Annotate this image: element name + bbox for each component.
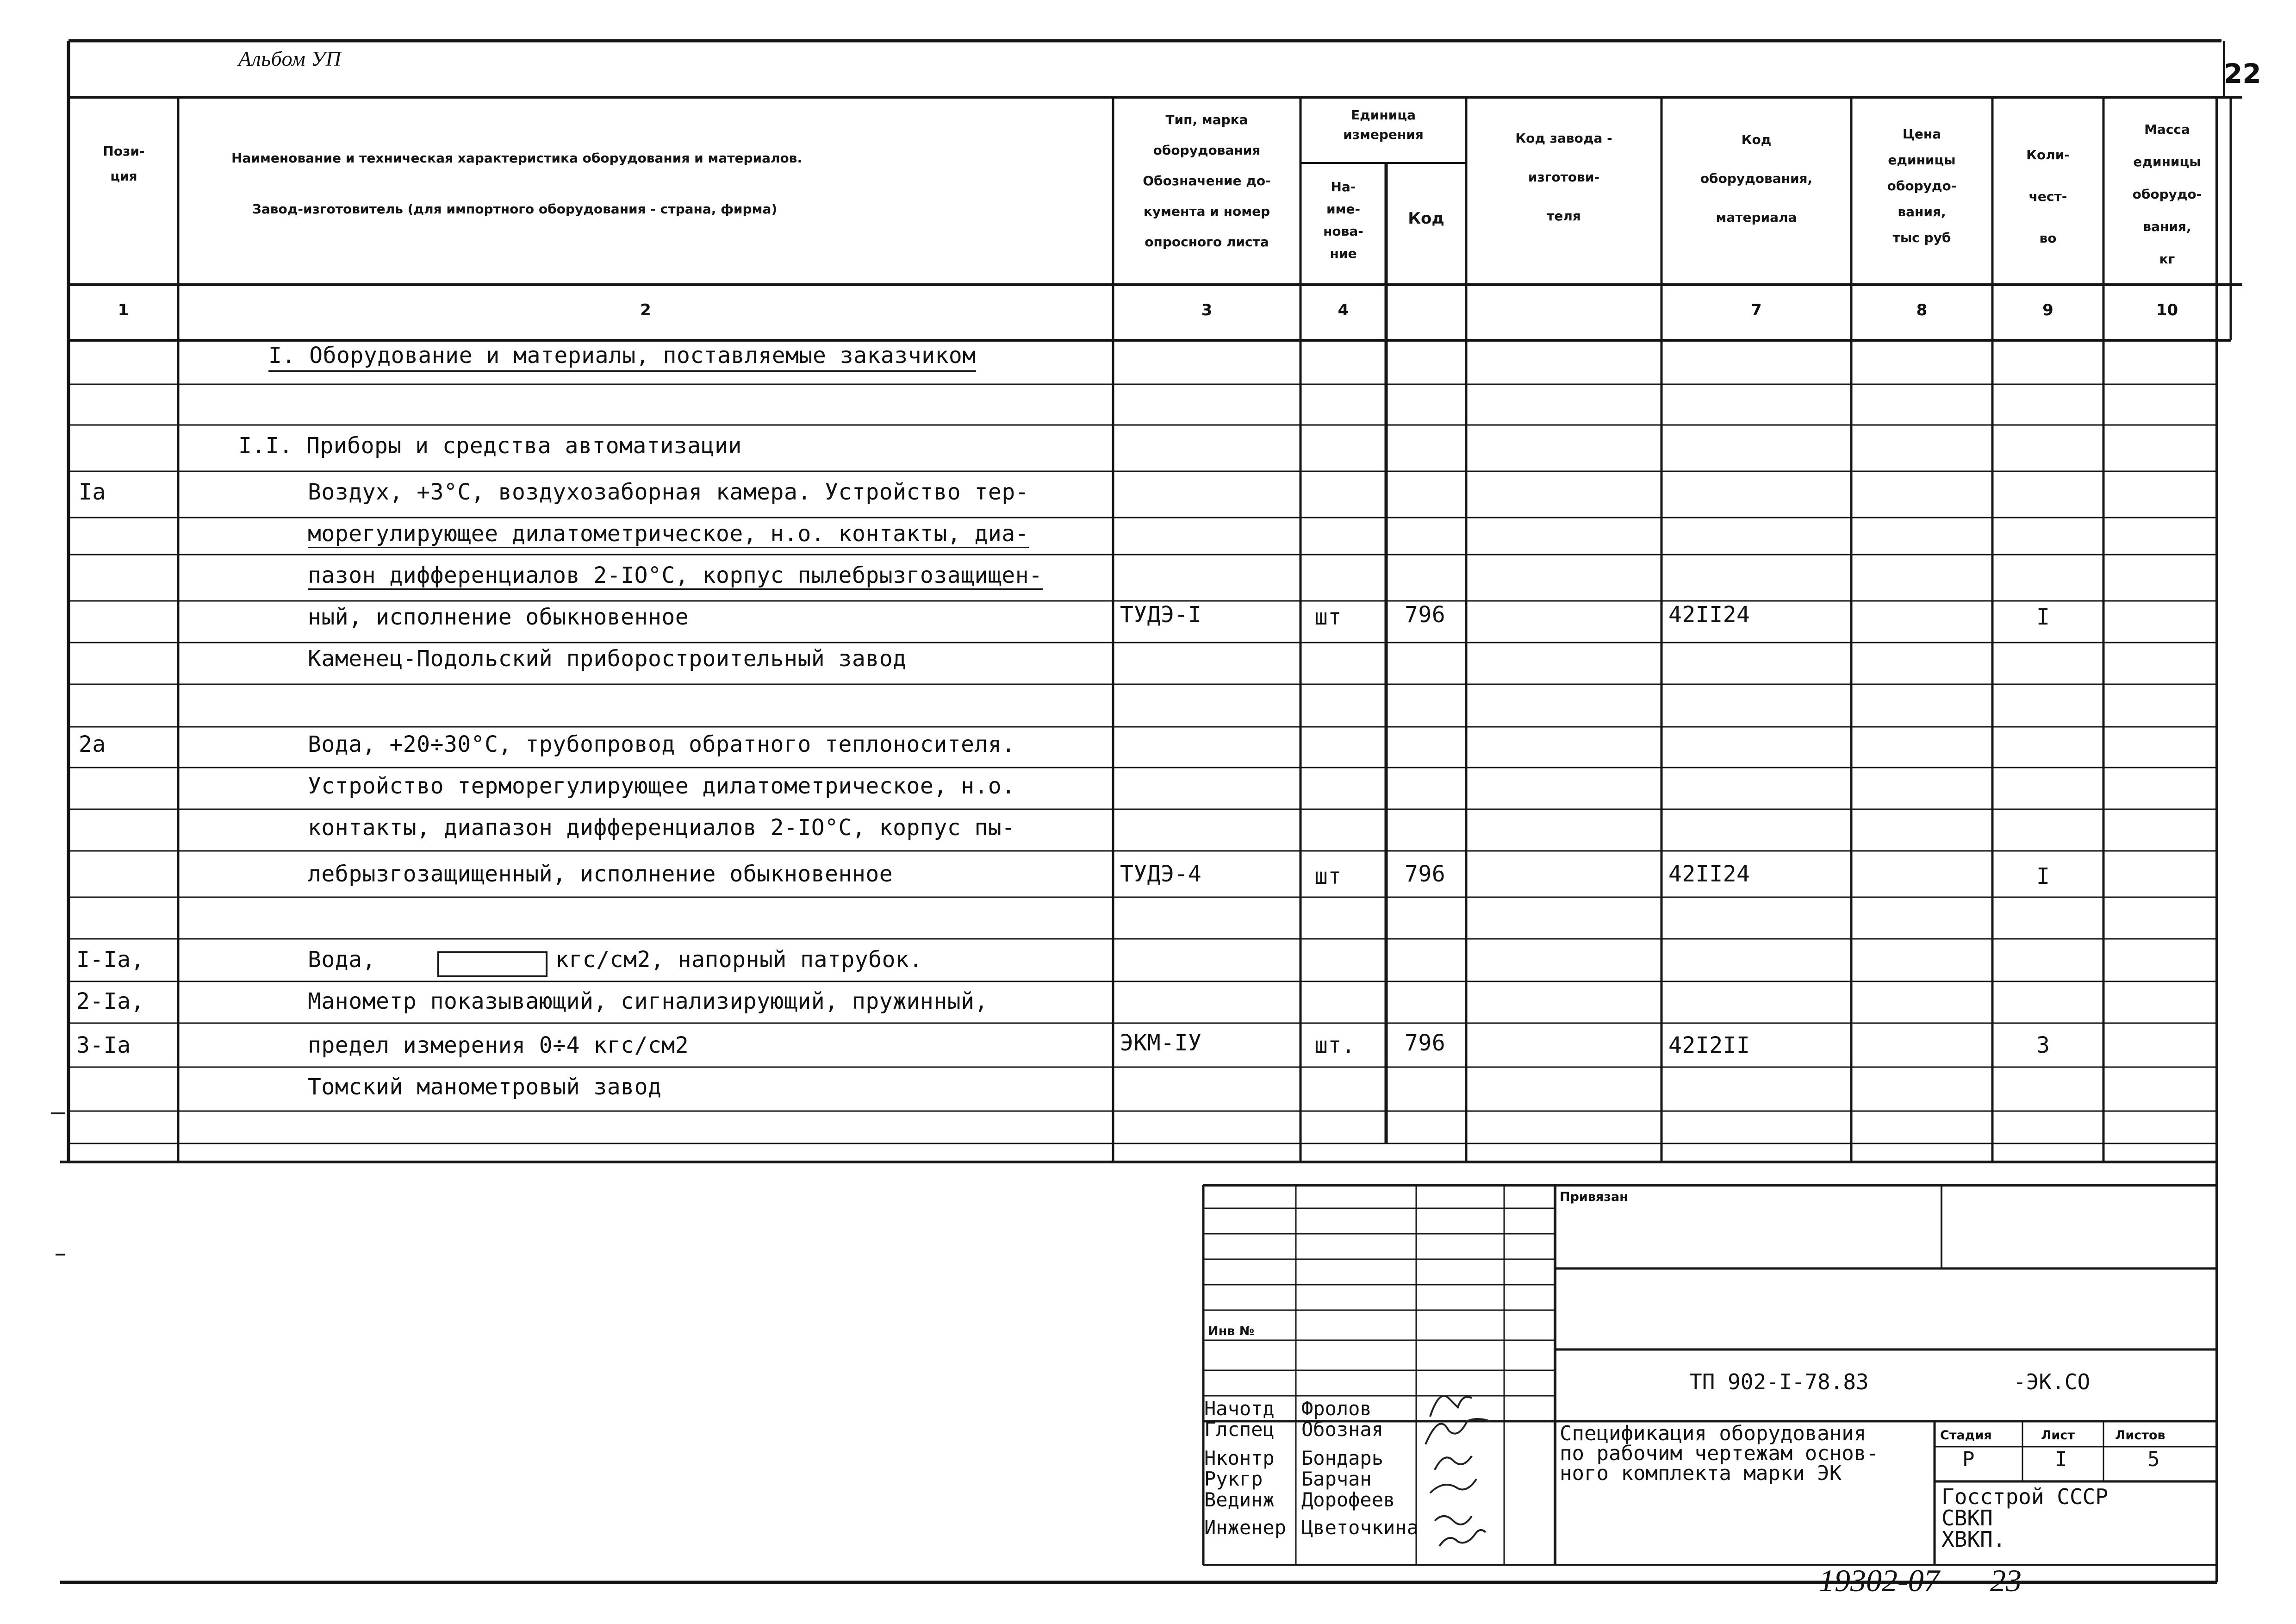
item2-quantity: I: [2036, 863, 2050, 889]
page-number: 23: [1990, 1563, 2022, 1598]
position-2a: 2а: [79, 731, 106, 757]
name-bondar: Бондарь: [1301, 1447, 1384, 1469]
col3-line4: кумента и номер: [1143, 204, 1270, 219]
blank-value-box: [437, 951, 548, 977]
col-name-header-line2: Завод-изготовитель (для импортного оборудования - страна, фирма): [252, 201, 778, 217]
col10-line5: кг: [2159, 251, 2175, 267]
role-norm-control: Нконтр: [1204, 1447, 1275, 1469]
col4-group-line1: Единица: [1351, 107, 1416, 123]
col10-line2: единицы: [2133, 154, 2201, 169]
col-number-text: 4: [1338, 301, 1349, 319]
col7-line2: оборудования,: [1700, 171, 1813, 186]
col4a-line2: име-: [1326, 201, 1361, 217]
item2-type: ТУДЭ-4: [1120, 861, 1202, 887]
album-label: Альбом УП: [238, 47, 342, 70]
col3-line5: опросного листа: [1145, 234, 1269, 250]
name-oboznaya: Обозная: [1301, 1418, 1384, 1441]
col8-line3: оборудо-: [1887, 178, 1957, 194]
col-number-1: [68, 301, 178, 329]
spec-title-line3: ного комплекта марки ЭК: [1560, 1462, 1842, 1485]
col-number-4: [1300, 301, 1386, 329]
col7-line3: материала: [1716, 210, 1797, 225]
col8-line5: тыс руб: [1892, 230, 1951, 245]
item3-desc-line1a: Вода,: [308, 947, 376, 973]
col3-line2: оборудования: [1153, 143, 1261, 158]
item1-desc-line3: пазон дифференциалов 2-IО°С, корпус пылебрызгозащищен-: [308, 562, 1043, 590]
item3-type: ЭКМ-IУ: [1120, 1030, 1202, 1056]
org-svkp: СВКП: [1941, 1505, 1993, 1530]
item2-desc-line2: Устройство терморегулирующее дилатометрическое, н.о.: [308, 773, 1015, 799]
name-frolov: Фролов: [1301, 1397, 1372, 1420]
item1-type: ТУДЭ-I: [1120, 602, 1202, 628]
sheets-label: Листов: [2115, 1428, 2165, 1443]
col3-line1: Тип, марка: [1165, 112, 1248, 127]
col3-line3: Обозначение до-: [1143, 173, 1271, 188]
document-code: ТП 902-I-78.83: [1689, 1369, 1869, 1394]
stage-label: Стадия: [1940, 1428, 1992, 1443]
role-group-lead: Рукгр: [1204, 1468, 1263, 1490]
col-number-10: [2103, 301, 2231, 329]
col-number-text: 1: [118, 301, 129, 319]
col-number-2: [178, 301, 1113, 329]
section-heading-1: I. Оборудование и материалы, поставляемые заказчиком: [268, 343, 976, 372]
archive-number: 19302-07: [1819, 1563, 1940, 1598]
col-number-text: 10: [2156, 301, 2178, 319]
item1-equipment-code: 42II24: [1668, 602, 1750, 628]
org-hvkp: ХВКП.: [1941, 1527, 2006, 1552]
col6-line1: Код завода -: [1515, 131, 1612, 146]
col8-line1: Цена: [1902, 126, 1941, 142]
col-quantity-header: [1992, 134, 2103, 259]
col-mass-header: [2103, 113, 2231, 275]
col6-line3: теля: [1547, 208, 1581, 224]
col-number-text: 7: [1751, 301, 1762, 319]
item3-unit: шт.: [1314, 1032, 1356, 1058]
spec-title-line2: по рабочим чертежам основ-: [1560, 1442, 1879, 1465]
item3-desc-line3: предел измерения 0÷4 кгс/см2: [308, 1032, 689, 1058]
spec-title-line1: Спецификация оборудования: [1560, 1422, 1867, 1445]
col-type-header: [1113, 107, 1300, 255]
position-1a: Iа: [79, 479, 106, 505]
col7-line1: Код: [1741, 132, 1772, 147]
sheets-value: 5: [2147, 1448, 2160, 1471]
col-number-text: 2: [640, 301, 651, 319]
sheet-value: I: [2055, 1448, 2067, 1471]
col4a-line3: нова-: [1323, 224, 1363, 239]
name-tsvetochkina: Цветочкина: [1301, 1516, 1419, 1539]
org-gosstroy: Госстрой СССР: [1941, 1484, 2109, 1509]
col-equipment-code-header: [1661, 127, 1851, 230]
col1-line2: ция: [110, 169, 137, 184]
col9-line3: во: [2039, 231, 2057, 246]
role-head-dept: Начотд: [1204, 1397, 1275, 1420]
stage-value: Р: [1962, 1448, 1975, 1471]
col9-line1: Коли-: [2026, 147, 2070, 162]
col-unit-group-header: [1300, 106, 1466, 144]
col8-line2: единицы: [1888, 152, 1956, 168]
col-number-text: 9: [2042, 301, 2053, 319]
col4-group-line2: измерения: [1343, 127, 1424, 142]
item1-quantity: I: [2036, 604, 2050, 630]
col-number-text: 8: [1916, 301, 1928, 319]
item3-desc-line1b: кгс/см2, напорный патрубок.: [555, 947, 923, 973]
privyazan-label: Привязан: [1560, 1190, 1628, 1204]
item2-desc-line3: контакты, диапазон дифференциалов 2-IО°С, корпус пы-: [308, 815, 1015, 841]
item3-maker: Томский манометровый завод: [308, 1074, 662, 1100]
position-3-1a: 3-Iа: [76, 1032, 131, 1058]
col10-line4: вания,: [2143, 219, 2191, 234]
document-suffix: -ЭК.СО: [2013, 1369, 2091, 1394]
role-chief-spec: Глспец: [1204, 1418, 1275, 1441]
item1-desc-line2: морегулирующее дилатометрическое, н.о. контакты, диа-: [308, 521, 1029, 548]
col-number-3: [1113, 301, 1300, 329]
item1-desc-line1: Воздух, +3°С, воздухозаборная камера. Устройство тер-: [308, 479, 1029, 505]
item3-equipment-code: 42I2II: [1668, 1032, 1750, 1058]
signature-marks: [1425, 1396, 1490, 1546]
col-position-header: [69, 139, 178, 189]
col1-line1: Пози-: [103, 144, 145, 159]
item1-desc-line4: ный, исполнение обыкновенное: [308, 604, 689, 630]
role-lead-engineer: Вединж: [1204, 1488, 1275, 1511]
role-engineer: Инженер: [1204, 1516, 1287, 1539]
position-1-1a: I-Iа,: [76, 947, 144, 973]
col4a-line1: На-: [1331, 179, 1356, 194]
item1-unit-code: 796: [1405, 602, 1446, 628]
col-price-header: [1851, 121, 1992, 251]
item3-unit-code: 796: [1405, 1030, 1446, 1056]
item2-desc-line1: Вода, +20÷30°С, трубопровод обратного теплоносителя.: [308, 731, 1015, 757]
section-heading-1-1: I.I. Приборы и средства автоматизации: [238, 433, 742, 459]
inventory-number-label: Инв №: [1208, 1324, 1255, 1338]
item2-equipment-code: 42II24: [1668, 861, 1750, 887]
col-name-header-line1: Наименование и техническая характеристика оборудования и материалов.: [231, 150, 803, 166]
sheet-corner-number: 22: [2224, 58, 2261, 89]
col6-line2: изготови-: [1528, 169, 1600, 185]
col9-line2: чест-: [2028, 189, 2067, 204]
col10-line1: Масса: [2144, 122, 2190, 137]
col-unit-code-header: Код: [1408, 209, 1444, 228]
item1-maker: Каменец-Подольский приборостроительный завод: [308, 646, 907, 672]
item2-unit-code: 796: [1405, 861, 1446, 887]
col-number-8: [1851, 301, 1992, 329]
col-number-text: 3: [1201, 301, 1213, 319]
item3-desc-line2: Манометр показывающий, сигнализирующий, пружинный,: [308, 988, 988, 1014]
col-number-9: [1992, 301, 2103, 329]
name-dorofeev: Дорофеев: [1301, 1488, 1395, 1511]
item2-desc-line4: лебрызгозащищенный, исполнение обыкновенное: [308, 861, 893, 887]
col4a-line4: ние: [1330, 246, 1357, 261]
item1-unit: шт: [1314, 604, 1342, 630]
item3-quantity: 3: [2036, 1032, 2050, 1058]
col-maker-code-header: [1466, 126, 1661, 229]
name-barchan: Барчан: [1301, 1468, 1372, 1490]
item2-unit: шт: [1314, 863, 1342, 889]
col8-line4: вания,: [1898, 204, 1946, 219]
col-unit-name-header: [1300, 176, 1386, 265]
position-2-1a: 2-Iа,: [76, 988, 144, 1014]
sheet-label: Лист: [2041, 1428, 2075, 1443]
col10-line3: оборудо-: [2132, 187, 2202, 202]
col-number-7: [1661, 301, 1851, 329]
